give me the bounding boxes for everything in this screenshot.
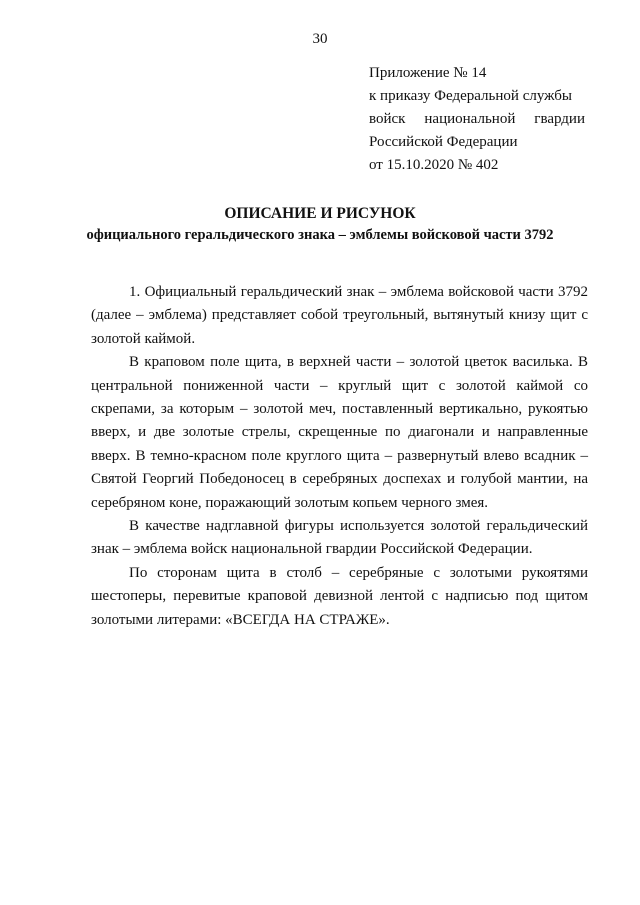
paragraph: По сторонам щита в столб – серебряные с золотыми рукоятями шестоперы, перевитые краповой девизной лентой с надписью под щитом золотыми литерами: «ВСЕГДА НА СТРАЖЕ». bbox=[91, 564, 588, 628]
document-body bbox=[91, 281, 588, 632]
appendix-country: Российской Федерации bbox=[369, 134, 518, 150]
appendix-order-ref: к приказу Федеральной службы bbox=[369, 88, 573, 104]
appendix-block bbox=[369, 62, 585, 177]
paragraph: 1. Официальный геральдический знак – эмблема войсковой части 3792 (далее – эмблема) представляет собой треугольный, вытянутый книзу щит с золотой каймой. bbox=[91, 284, 588, 347]
appendix-order-date: от 15.10.2020 № 402 bbox=[369, 157, 499, 173]
appendix-word: национальной bbox=[424, 111, 516, 127]
document-title: ОПИСАНИЕ И РИСУНОК bbox=[224, 205, 416, 222]
appendix-service-name bbox=[369, 108, 585, 131]
page-number: 30 bbox=[312, 31, 328, 47]
appendix-word: гвардии bbox=[534, 111, 585, 127]
document-subtitle: официального геральдического знака – эмблемы войсковой части 3792 bbox=[86, 227, 554, 243]
paragraph: В качестве надглавной фигуры используется золотой геральдический знак – эмблема войск национальной гвардии Российской Федерации. bbox=[91, 518, 588, 558]
appendix-word: войск bbox=[369, 111, 406, 127]
appendix-number: Приложение № 14 bbox=[369, 65, 487, 81]
paragraph: В краповом поле щита, в верхней части – золотой цветок василька. В центральной пониженной части – круглый щит с золотой каймой со скрепами, за которым – золотой меч, поставленный вертикально, рукоятью вверх, и две золотые стрелы, скрещенные по диагонали и направленные вверх. В темно-красном поле круглого щита – развернутый влево всадник – Святой Георгий Победоносец в серебряных доспехах и голубой мантии, на серебряном коне, поражающий золотым копьем черного змея. bbox=[91, 354, 588, 511]
